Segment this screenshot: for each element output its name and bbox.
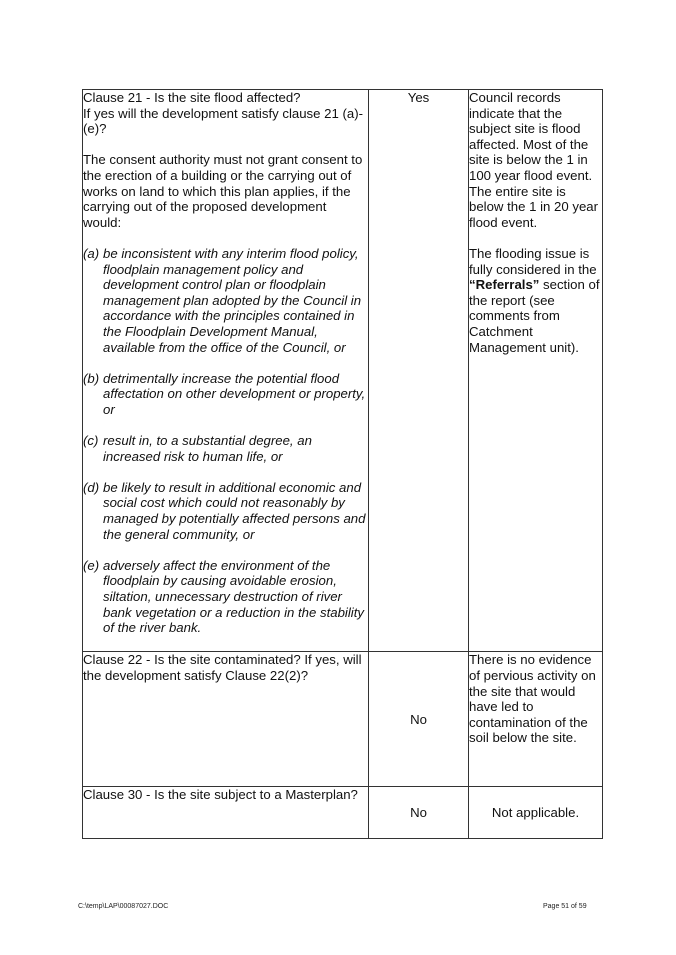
footer-page-number: Page 51 of 59	[543, 903, 587, 910]
clause-item-e: (e) adversely affect the environment of the floodplain by causing avoidable erosion, siltation, unnecessary destruction of river bank vegetation or a reduction in the stability of the river bank.	[83, 557, 364, 636]
clause-item-b: (b) detrimentally increase the potential flood affectation on other development or property, or	[83, 370, 366, 417]
table-row-clause-22	[83, 652, 603, 787]
answer-cell-clause-22: No	[369, 652, 469, 787]
clause-item-d: (d) be likely to result in additional economic and social cost which could not reasonably by managed by potentially affected persons and the general community, or	[83, 479, 366, 542]
comment-cell-clause-21	[469, 90, 603, 652]
question-line-1: Clause 21 - Is the site flood affected?	[83, 90, 301, 105]
question-line-2: If yes will the development satisfy clause 21 (a)-(e)?	[83, 105, 363, 137]
comment-cell-clause-22: There is no evidence of pervious activity on the site that would have led to contamination of the soil below the site.	[469, 652, 603, 787]
answer-cell-clause-30: No	[369, 787, 469, 839]
comment-cell-clause-30: Not applicable.	[469, 787, 603, 839]
table-row-clause-30	[83, 787, 603, 839]
question-paragraph: The consent authority must not grant consent to the erection of a building or the carrying out of works on land to which this plan applies, if the carrying out of the proposed development would:	[83, 152, 363, 230]
question-heading	[83, 90, 368, 137]
clause-item-a: (a) be inconsistent with any interim flood policy, floodplain management policy and development control plan or floodplain management plan adopted by the Council in accordance with the principles contained in the Floodplain Development Manual, available from the office of the Council, or	[83, 245, 362, 355]
table-row-clause-21	[83, 90, 603, 652]
answer-cell-clause-21: Yes	[369, 90, 469, 652]
question-cell-clause-21	[83, 90, 369, 652]
question-cell-clause-22: Clause 22 - Is the site contaminated? If yes, will the development satisfy Clause 22(2)?	[83, 652, 369, 787]
clause-compliance-table	[82, 89, 603, 839]
question-cell-clause-30: Clause 30 - Is the site subject to a Masterplan?	[83, 787, 369, 839]
clause-item-c: (c) result in, to a substantial degree, an increased risk to human life, or	[83, 433, 312, 464]
clause-items-list	[83, 246, 368, 636]
comment-paragraph-1: Council records indicate that the subject site is flood affected. Most of the site is below the 1 in 100 year flood event. The entire site is below the 1 in 20 year flood event.	[469, 90, 599, 230]
footer-file-path: C:\temp\LAP\00087027.DOC	[78, 903, 169, 910]
comment-paragraph-2: The flooding issue is fully considered in the “Referrals” section of the report (see comments from Catchment Management unit).	[469, 245, 600, 355]
referrals-emphasis: “Referrals”	[469, 277, 540, 293]
